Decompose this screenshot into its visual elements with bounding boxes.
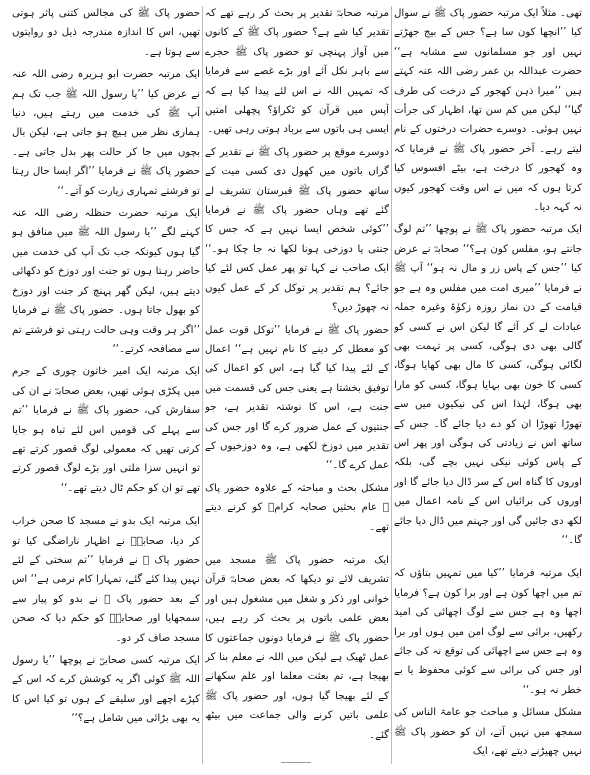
right-column xyxy=(394,4,582,766)
paragraph: تھی۔ مثلاً ایک مرتبہ حضور پاک ﷺ نے سوال کیا ’’انچھا کون سا ہے؟ جس کے بیج جھڑتے نہیں اور جو مسلمانوں سے مشابہ ہے‘‘ حضرت عبداللہ بن عمر رضی اللہ عنہ کہتے ہیں ’’میرا ذہن کھجور کے درخت کی طرف گیا‘‘ لیکن میں کم سن تھا، اظہار کی جرأت نہیں ہوئی۔ دوسرے حضرات درختوں کے نام لیتے رہے۔ آخر حضور پاک ﷺ نے فرمایا کہ وہ کھجور کا درخت ہے، بیٹے افسوس کیا کرتا ہوں کہ میں نے اس وقت کھجور کیوں نہ کہہ دیا۔ xyxy=(394,8,582,214)
middle-column xyxy=(205,4,389,766)
paragraph: حضور پاک ﷺ کی مجالس کتنی پاثر ہوتی تھیں، اس کا اندازہ مندرجہ ذیل دو روایتوں سے ہوتا ہے۔ xyxy=(12,8,200,58)
paragraph: ایک مرتبہ حضور پاک ﷺ مسجد میں تشریف لائے تو دیکھا کہ بعض صحابہؓ قرآن خوانی اور ذکر و شغل میں مشغول ہیں اور بعض علمی باتوں پر بحث کر رہے ہیں، حضور پاک ﷺ نے فرمایا دونوں جماعتوں کا عمل ٹھیک ہے لیکن میں اللہ نے معلم بنا کر بھیجا ہے، تم بعثت معلما اور علم سکھانے کے لئے بھیجا گیا ہوں، اور حضور پاک ﷺ علمی باتیں کرنے والی جماعت میں بیٹھ گئے۔ xyxy=(205,554,389,741)
paragraph: مرتبہ صحابہؓ تقدیر پر بحث کر رہے تھے کہ تقدیر کیا شے ہے؟ حضور پاک ﷺ کے کانوں میں آواز پہنچی تو حضور پاک ﷺ حجرے سے باہر نکل آئے اور بڑے غصے سے فرمایا کہ تمہیں اللہ نے اس لئے پیدا کیا ہے کہ آپس میں قرآن کو ٹکراؤ؟ پچھلی امتیں ایسی ہی باتوں سے برباد ہوتی رہی تھیں۔ xyxy=(205,8,389,136)
column-divider xyxy=(202,6,203,764)
column-divider xyxy=(391,6,392,764)
paragraph: ایک مرتبہ حضور پاک ﷺ نے پوچھا ’’تم لوگ جانتے ہو، مفلس کون ہے؟‘‘ صحابہؓ نے عرض کیا ’’جس کے پاس زر و مال نہ ہو‘‘ آپ ﷺ نے فرمایا ’’میری امت میں مفلس وہ ہے جو قیامت کے دن نماز روزہ زکوٰۃ وغیرہ جملہ عبادات لے کر آئے گا لیکن اس نے کسی کو گالی بھی دی ہوگی، کسی پر تہمت بھی لگائی ہوگی، کسی کا مال بھی کھایا ہوگا، کسی کا خون بھی بہایا ہوگا، کسی کو مارا بھی ہوگا، لہٰذا اس کی نیکیوں میں سے تھوڑا تھوڑا ان کو دے دیا جائے گا۔ جس کے ساتھ اس نے زیادتی کی ہوگی اور پھر اس کے پاس کوئی نیکی نہیں بچے گی، بلکہ اوروں کا گناہ اس کے سر ڈال دیا جائے گا اور اوروں کی برائیاں اس کے نامہ اعمال میں لکھ دی جائیں گی اور جہنم میں ڈال دیا جائے گا۔‘‘ xyxy=(394,224,582,546)
paragraph: ایک مرتبہ ایک امیر خاتون چوری کے جرم میں پکڑی ہوئی تھیں، بعض صحابہؓ نے ان کی سفارش کی، حضور پاک ﷺ نے فرمایا ’’تم سے پہلے کی قومیں اس لئے تباہ ہو جایا کرتی تھیں کہ معمولی لوگ قصور کرتے تھے تو انہیں سزا ملتی اور بڑے لوگ قصور کرتے تھے تو ان کو حکم ٹال دیتے تھے۔‘‘ xyxy=(12,366,200,494)
page-footer-rule xyxy=(281,762,311,769)
paragraph: ایک مرتبہ کسی صحابیؓ نے پوچھا ’’یا رسول اللہ ﷺ کوئی اگر یہ کوشش کرے کہ اس کے کپڑے اچھے اور سلیقے کے ہوں تو کیا اس کا یہ بھی بڑائی میں شامل ہے؟‘‘ xyxy=(12,655,200,725)
paragraph: مشکل بحث و مباحثہ کے علاوہ حضور پاک ﷺ عام بحثیں صحابہ کرامؓ کو کرنے دیتے تھے۔ xyxy=(205,482,389,533)
paragraph: ایک مرتبہ حضرت ابو ہریرہ رضی اللہ عنہ نے عرض کیا ’’یا رسول اللہ ﷺ جب تک ہم آپ ﷺ کی خدمت میں رہتے ہیں، دنیا ہماری نظر میں ہیچ ہو جاتی ہے، لیکن بال بچوں میں جا کر حالت پھر بدل جاتی ہے۔ حضور پاک ﷺ نے فرمایا ’’اگر ایسا حال رہتا تو فرشتے تمہاری زیارت کو آتے۔‘‘ xyxy=(12,69,200,197)
paragraph: دوسرے موقع پر حضور پاک ﷺ نے تقدیر کے گراں باتوں میں کھول دی کسی میت کے ساتھ حضور پاک ﷺ قبرستان تشریف لے گئے تھے وہاں حضور پاک ﷺ نے فرمایا ’’کوئی شخص ایسا نہیں ہے کہ جس کا جنتی یا دوزخی ہونا لکھا نہ جا چکا ہو۔‘‘ ایک صاحب نے کہا تو پھر عمل کس لئے کیا جائے؟ ہم تقدیر پر توکل کر کے عمل کیوں نہ چھوڑ دیں؟ xyxy=(205,146,389,314)
paragraph: مشکل مسائل و مباحث جو عامۃ الناس کی سمجھ میں نہیں آتے، ان کو حضور پاک ﷺ نہیں چھیڑنے دیتے تھے، ایک xyxy=(394,707,582,758)
left-column xyxy=(12,4,200,766)
document-page xyxy=(6,4,584,771)
paragraph: ایک مرتبہ حضرت حنظلہ رضی اللہ عنہ کہنے لگے ’’یا رسول اللہ ﷺ میں منافق ہو گیا ہوں کیونکہ جب تک آپ کی خدمت میں حاضر رہتا ہوں تو جنت اور دوزخ کو دکھائی دیتے ہیں، لیکن گھر پہنچ کر جنت اور دوزخ کو بھول جاتا ہوں۔ حضور پاک ﷺ نے فرمایا ’’اگر ہر وقت وہی حالت رہتی تو فرشتے تم سے مصافحہ کرتے۔‘‘ xyxy=(12,208,200,355)
paragraph: ایک مرتبہ ایک بدو نے مسجد کا صحن خراب کر دیا، صحابہؓ نے اظہار ناراضگی کیا تو حضور پاک ﷺ نے فرمایا ’’تم سختی کے لئے نہیں پیدا کئے گئے، تمہارا کام نرمی ہے‘‘ اس کے بعد حضور پاک ﷺ نے بدو کو پیار سے سمجھایا اور صحابہؓ کو حکم دیا کہ صحن مسجد صاف کر دو۔ xyxy=(12,516,200,644)
paragraph: حضور پاک ﷺ نے فرمایا ’’توکل قوت عمل کو معطل کر دینے کا نام نہیں ہے‘‘ اعمال کے لئے پیدا کیا گیا ہے، اس کو اعمال کی توفیق بخشتا ہے یعنی جس کی قسمت میں جنت ہے، اس کا نوشتہ تقدیر ہے، جو جنتیوں کے عمل ضرور کرے گا اور جس کی تقدیر میں دوزخ لکھی ہے، وہ دوزخیوں کے عمل کرے گا۔‘‘ xyxy=(205,324,389,472)
paragraph: ایک مرتبہ فرمایا ’’کیا میں تمہیں بتاؤں کہ تم میں اچھا کون ہے اور برا کون ہے؟ فرمایا اچھا وہ ہے جس سے لوگ اچھائی کی امید رکھیں، برائی سے لوگ امن میں ہوں اور برا وہ ہے جس سے اچھائی کی توقع نہ کی جائے اور جس کی برائی سے کوئی محفوظ یا بے خطر نہ ہو۔‘‘ xyxy=(394,568,582,696)
